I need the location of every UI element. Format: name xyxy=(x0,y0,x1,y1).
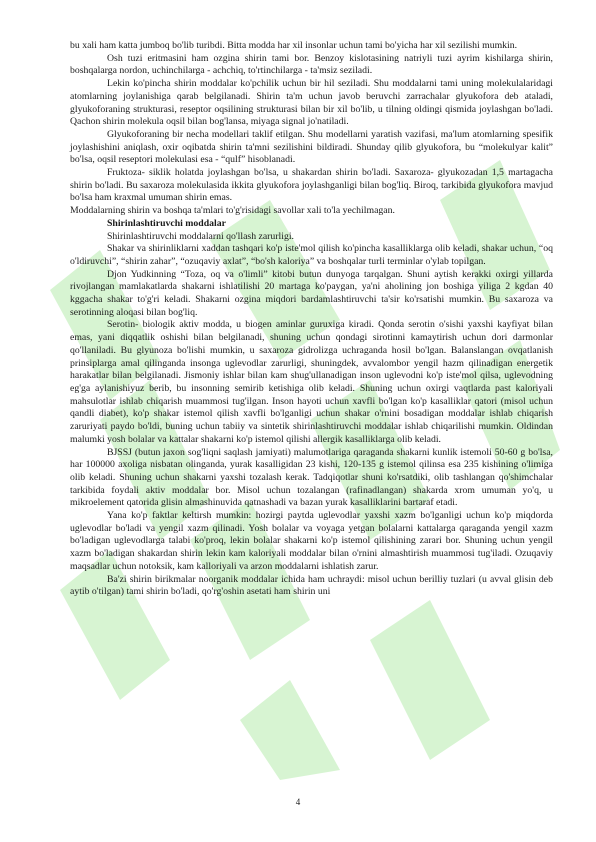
section-heading: Shirinlashtiruvchi moddalar xyxy=(107,217,226,229)
paragraph: Djon Yudkinning “Toza, oq va o'limli” kitobi butun dunyoga tarqalgan. Shuni aytish kerakki oxirgi yillarda rivojlangan mamlakatlarda shakarni ishlatilishi 20 martaga ko'paygan, ya'ni aholining jon boshiga yiliga 2 kgdan 40 kggacha shakar to'g'ri keladi. Shakarni ozgina miqdori bardamlashtiruvchi ta'sir ko'rsatishi mumkin. Bu saxaroza va serotinning aloqasi bilan bog'liq. xyxy=(70,268,553,318)
paragraph: bu xali ham katta jumboq bo'lib turibdi. Bitta modda har xil insonlar uchun tami bo'yicha har xil sezilishi mumkin. xyxy=(70,40,518,51)
paragraph: Lekin ko'pincha shirin moddalar ko'pchilik uchun bir hil seziladi. Shu moddalarni tami uning molekulalaridagi atomlarning joylanishiga qarab belgilanadi. Shirin ta'm uchun javob beruvchi zarrachalar glyukofora deb ataladi, glyukoforaning strukturasi, reseptor oqsilining strukturasi bilan bir xil bo'lib, u tilning oldingi qismida joylashgan bo'ladi. Qachon shirin molekula oqsil bilan bog'lansa, miyaga signal jo'natiladi. xyxy=(70,78,553,128)
paragraph: Osh tuzi eritmasini ham ozgina shirin tami bor. Benzoy kislotasining natriyli tuzi ayrim kishilarga shirin, boshqalarga nordon, uchinchilarga - achchiq, to'rtinchilarga - ta'msiz seziladi. xyxy=(70,52,553,77)
paragraph: Fruktoza- siklik holatda joylashgan bo'lsa, u shakardan shirin bo'ladi. Saxaroza- glyukozadan 1,5 martagacha shirin bo'ladi. Bu saxaroza molekulasida ikkita glyukofora joylashganligi bilan bog'liq. Biroq, tarkibida glyukofora mavjud bo'lsa ham kraxmal umuman shirin emas. xyxy=(70,167,553,204)
paragraph: Serotin- biologik aktiv modda, u biogen aminlar guruxiga kiradi. Qonda serotin o'sishi yaxshi kayfiyat bilan emas, yani diqqatlik oshishi bilan belgilanadi, shuning uchun qondagi sirotinni kamaytirish uchun dori darmonlar qo'llaniladi. Bu glyunoza bo'lishi mumkin, u saxaroza gidrolizga uchraganda hosil bo'lgan. Balanslangan ovqatlanish prinsiplarga amal qilinganda insonga uglevodlar zarurligi, shuningdek, avvalombor yengil hazm qilinadigan energetik harakatlar bilan belgilanadi. Jismoniy ishlar bilan kam shug'ullanadigan inson uglevodni ko'p iste'mol qilsa, uglevodning eg'ga aylanishiyuz berib, bu insonning semirib ketishiga olib keladi. Shuning uchun oxirgi vaqtlarda past kaloriyali mahsulotlar ishlab chiqarish muammosi tug'ilgan. Inson hayoti uchun xavfli bo'lgan ko'p kasalliklar qatori (misol uchun qandli diabet), ko'p shakar istemol qilish xavfli bo'lganligi uchun shakar o'rnini bosadigan moddalar ishlab chiqarish zaruriyati paydo bo'ldi, buning uchun tabiiy va sintetik shirinlashtiruvchi moddalar ishlab chiqarilishi mumkin. Oldindan malumki yosh bolalar va kattalar shakarni ko'p istemol qilishi allergik kasalliklarga olib keladi. xyxy=(70,319,553,445)
paragraph: Moddalarning shirin va boshqa ta'mlari to'g'risidagi savollar xali to'la yechilmagan. xyxy=(70,205,395,217)
paragraph: Ba'zi shirin birikmalar noorganik moddalar ichida ham uchraydi: misol uchun berilliy tuzlari (u avval glisin deb aytib o'tilgan) tami shirin bo'ladi, qo'rg'oshin asetati ham shirin uni xyxy=(70,573,553,598)
paragraph: Glyukoforaning bir necha modellari taklif etilgan. Shu modellarni yaratish vazifasi, ma'lum atomlarning spesifik joylashishini aniqlash, oxir oqibatda shirin ta'mni sezilishini bildiradi. Shunday qilib glyukofora, bu “molekulyar kalit” bo'lsa, oqsil reseptori molekulasi esa - “qulf” hisoblanadi. xyxy=(70,128,553,166)
paragraph: Shakar va shirinliklarni xaddan tashqari ko'p iste'mol qilish ko'pincha kasalliklarga olib keladi, shakar uchun, “oq o'ldiruvchi”, “shirin zahar”, “ozuqaviy axlat”, “bo'sh kaloriya” va boshqalar turli terminlar o'ylab topilgan. xyxy=(70,243,553,267)
paragraph: Yana ko'p faktlar keltirsh mumkin: hozirgi paytda uglevodlar yaxshi xazm bo'lganligi uchun ko'p miqdorda uglevodlar bo'ladi va yengil xazm qilinadi. Yosh bolalar va voyaga yetgan bolalarni kattalarga qaraganda yengil xazm bo'ladigan uglevodlarga talabi ko'proq, lekin bolalar shakarni ko'p istemol qilishining zarari bor. Shuning uchun yengil xazm bo'ladigan shakardan shirin lekin kam kaloriyali moddalar bilan o'rnini almashtirish muammosi tug'iladi. Ozuqaviy maqsadlar uchun notoksik, kam kalloriyali va arzon moddalarni ishlatish zarur. xyxy=(70,510,553,572)
page-number: 4 xyxy=(295,797,301,807)
paragraph: BJSSJ (butun jaxon sog'liqni saqlash jamiyati) malumotlariga qaraganda shakarni kunlik istemoli 50-60 g bo'lsa, har 100000 axoliga nisbatan olinganda, yurak kasalligidan 23 kishi, 120-135 g istemol qilinsa esa 235 kishining o'limiga olib keladi. Shuning uchun shakarni yaxshi tozalash kerak. Tadqiqotlar shuni ko'rsatdiki, olib tashlangan qo'shimchalar tarkibida foydali aktiv moddalar bor. Misol uchun tozalangan (rafinadlangan) shakarda xrom umuman yo'q, u mikroelement qatorida glisin almashinuvida qatnashadi va bazan yurak kasalliklarini bartaraf etadi. xyxy=(70,446,553,509)
paragraph: Shirinlashtiruvchi moddalarni qo'llash zarurligi. xyxy=(107,230,294,242)
document-body xyxy=(70,40,553,599)
